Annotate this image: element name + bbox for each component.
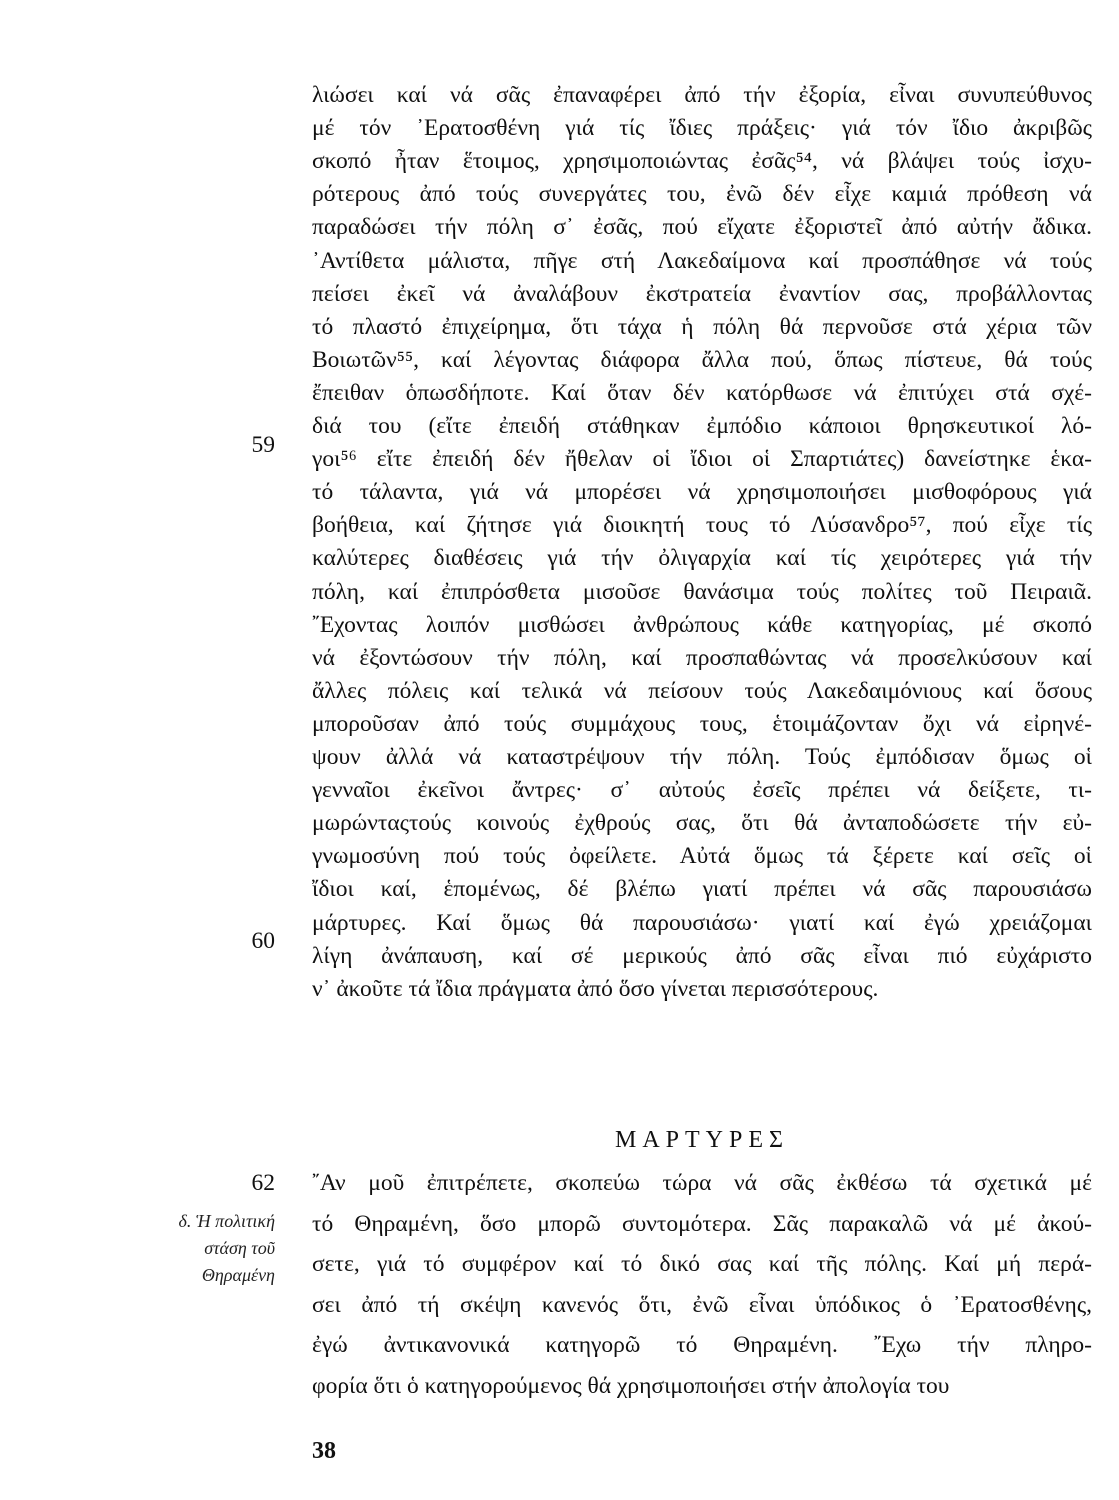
text-line: μποροῦσαν ἀπό τούς συμμάχους τους, ἑτοιμάζονταν ὄχι νά εἰρηνέ- <box>312 710 1092 737</box>
text-line: ν᾽ ἀκοῦτε τά ἴδια πράγματα ἀπό ὅσο γίνεται περισσότερους. <box>312 975 879 1002</box>
text-line: πόλη, καί ἐπιπρόσθετα μισοῦσε θανάσιμα τούς πολίτες τοῦ Πειραιᾶ. <box>312 578 1092 605</box>
text-line: ἴδιοι καί, ἑπομένως, δέ βλέπω γιατί πρέπει νά σᾶς παρουσιάσω <box>312 876 1092 903</box>
text-line: φορία ὅτι ὁ κατηγορούμενος θά χρησιμοποιήσει στήν ἀπολογία του <box>312 1372 950 1399</box>
text-line: ἄλλες πόλεις καί τελικά νά πείσουν τούς Λακεδαιμόνιους καί ὅσους <box>312 677 1092 704</box>
side-note-line: Θηραμένη <box>201 1265 275 1285</box>
margin-section-number: 62 <box>251 1170 275 1196</box>
text-line: γοι⁵⁶ εἴτε ἐπειδή δέν ἤθελαν οἱ ἴδιοι οἱ Σπαρτιάτες) δανείστηκε ἑκα- <box>312 446 1092 473</box>
text-line: νά ἐξοντώσουν τήν πόλη, καί προσπαθώντας νά προσελκύσουν καί <box>312 644 1092 671</box>
text-line: λίγη ἀνάπαυση, καί σέ μερικούς ἀπό σᾶς εἶναι πιό εὐχάριστο <box>312 942 1092 969</box>
text-line: ᾽Αντίθετα μάλιστα, πῆγε στή Λακεδαίμονα καί προσπάθησε νά τούς <box>312 247 1092 274</box>
section-heading: ΜΑΡΤΥΡΕΣ <box>615 1127 789 1153</box>
side-note-line: δ. Ἡ πολιτική <box>178 1211 275 1231</box>
text-line: ἐγώ ἀντικανονικά κατηγορῶ τό Θηραμένη. ῎Εχω τήν πληρο- <box>312 1332 1092 1358</box>
text-line: λιώσει καί νά σᾶς ἐπαναφέρει ἀπό τήν ἐξορία, εἶναι συνυπεύθυνος <box>312 82 1092 108</box>
margin-section-number: 59 <box>251 432 275 458</box>
side-note-line: στάση τοῦ <box>204 1238 275 1258</box>
text-line: σκοπό ἦταν ἕτοιμος, χρησιμοποιώντας ἐσᾶς⁵⁴, νά βλάψει τούς ἰσχυ- <box>312 148 1092 175</box>
text-line: Βοιωτῶν⁵⁵, καί λέγοντας διάφορα ἄλλα πού, ὅπως πίστευε, θά τούς <box>312 346 1092 373</box>
text-line: ψουν ἀλλά νά καταστρέψουν τήν πόλη. Τούς ἐμπόδισαν ὅμως οἱ <box>312 744 1092 770</box>
text-line: γενναῖοι ἐκεῖνοι ἄντρες· σ᾽ αὐτούς ἐσεῖς πρέπει νά δείξετε, τι- <box>312 777 1092 804</box>
text-line: μάρτυρες. Καί ὅμως θά παρουσιάσω· γιατί καί ἐγώ χρειάζομαι <box>312 909 1092 936</box>
margin-side-note <box>125 1208 275 1289</box>
text-line: πείσει ἐκεῖ νά ἀναλάβουν ἐκστρατεία ἐναντίον σας, προβάλλοντας <box>312 280 1092 307</box>
text-line: τό πλαστό ἐπιχείρημα, ὅτι τάχα ἡ πόλη θά περνοῦσε στά χέρια τῶν <box>312 313 1092 340</box>
page-number: 38 <box>312 1438 336 1464</box>
text-line: ρότερους ἀπό τούς συνεργάτες του, ἐνῶ δέν εἶχε καμιά πρόθεση νά <box>312 181 1092 208</box>
text-line: τό τάλαντα, γιά νά μπορέσει νά χρησιμοποιήσει μισθοφόρους γιά <box>312 479 1092 506</box>
text-line: ῎Εχοντας λοιπόν μισθώσει ἀνθρώπους κάθε κατηγορίας, μέ σκοπό <box>312 611 1092 638</box>
text-line: μέ τόν ᾽Ερατοσθένη γιά τίς ἴδιες πράξεις· γιά τόν ἴδιο ἀκριβῶς <box>312 115 1092 142</box>
text-line: βοήθεια, καί ζήτησε γιά διοικητή τους τό Λύσανδρο⁵⁷, πού εἶχε τίς <box>312 512 1092 539</box>
text-line: ἔπειθαν ὁπωσδήποτε. Καί ὅταν δέν κατόρθωσε νά ἐπιτύχει στά σχέ- <box>312 379 1092 406</box>
text-line: παραδώσει τήν πόλη σ᾽ ἐσᾶς, πού εἴχατε ἐξοριστεῖ ἀπό αὐτήν ἄδικα. <box>312 214 1092 241</box>
margin-section-number: 60 <box>251 928 275 954</box>
text-line: διά του (εἴτε ἐπειδή στάθηκαν ἐμπόδιο κάποιοι θρησκευτικοί λό- <box>312 413 1092 439</box>
text-line: ῎Αν μοῦ ἐπιτρέπετε, σκοπεύω τώρα νά σᾶς ἐκθέσω τά σχετικά μέ <box>312 1170 1092 1196</box>
text-line: καλύτερες διαθέσεις γιά τήν ὀλιγαρχία καί τίς χειρότερες γιά τήν <box>312 545 1092 572</box>
text-line: μωρώνταςτούς κοινούς ἐχθρούς σας, ὅτι θά ἀνταποδώσετε τήν εὐ- <box>312 810 1092 837</box>
text-line: σει ἀπό τή σκέψη κανενός ὅτι, ἐνῶ εἶναι ὑπόδικος ὁ ᾽Ερατοσθένης, <box>312 1291 1092 1318</box>
text-line: τό Θηραμένη, ὅσο μπορῶ συντομότερα. Σᾶς παρακαλῶ νά μέ ἀκού- <box>312 1210 1092 1237</box>
text-line: γνωμοσύνη πού τούς ὀφείλετε. Αὐτά ὅμως τά ξέρετε καί σεῖς οἱ <box>312 843 1092 870</box>
text-line: σετε, γιά τό συμφέρον καί τό δικό σας καί τῆς πόλης. Καί μή περά- <box>312 1251 1092 1277</box>
